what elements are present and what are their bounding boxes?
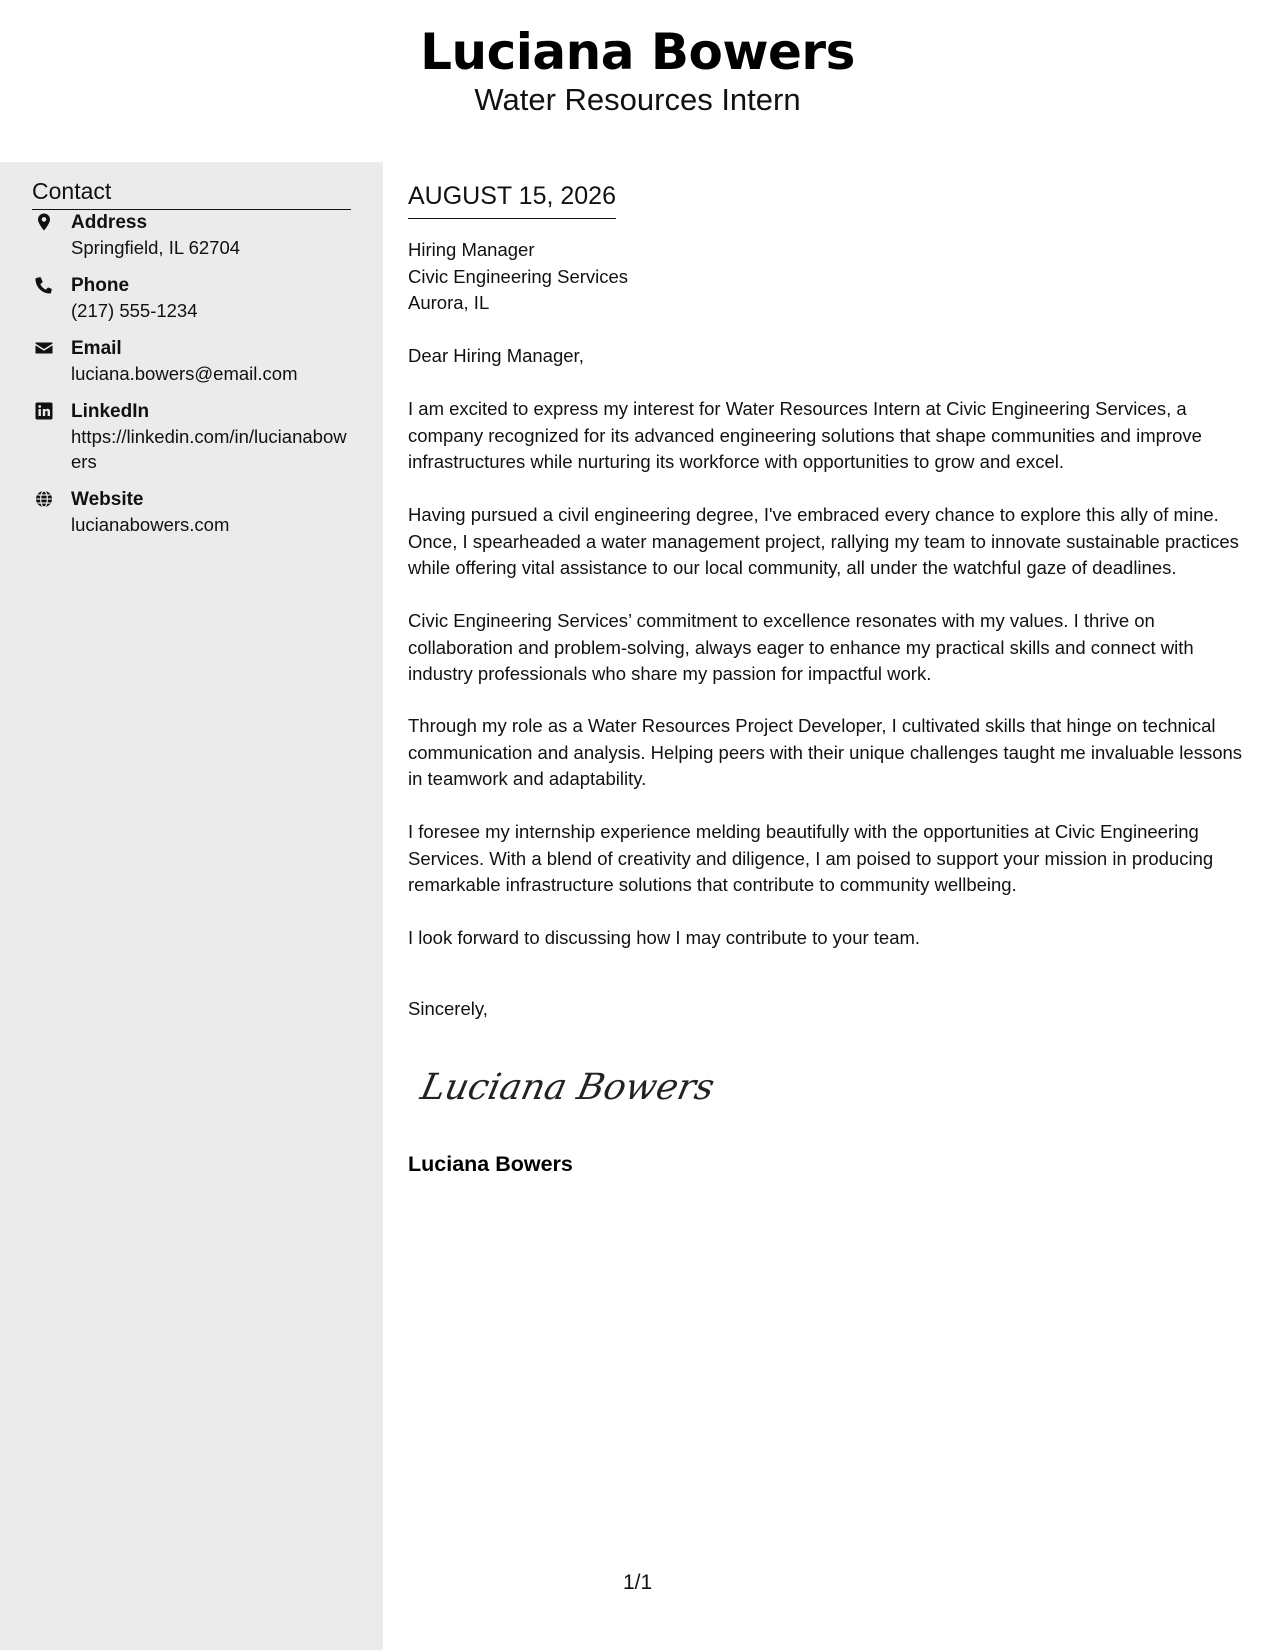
page-number: 1/1 — [623, 1571, 653, 1594]
recipient-line: Aurora, IL — [408, 292, 490, 313]
website-value[interactable]: lucianabowers.com — [71, 514, 230, 535]
phone-value: (217) 555-1234 — [71, 300, 198, 321]
svg-text:Luciana Bowers: Luciana Bowers — [417, 1065, 719, 1108]
email-value: luciana.bowers@email.com — [71, 363, 298, 384]
letter-date: AUGUST 15, 2026 — [408, 180, 616, 219]
body-paragraph: Having pursued a civil engineering degree, I've embraced every chance to explore this ally of mine. Once, I spearheaded a water management project, rallying my team to innovate sustainable practices while offering vital assistance to our local community, all under the watchful gaze of deadlines. — [408, 504, 1239, 578]
linkedin-icon — [34, 401, 54, 421]
signer-name: Luciana Bowers — [408, 1152, 573, 1176]
linkedin-value[interactable]: https://linkedin.com/in/lucianabowers — [71, 426, 347, 472]
applicant-name: Luciana Bowers — [420, 23, 855, 81]
map-pin-icon — [34, 212, 54, 232]
recipient-line: Civic Engineering Services — [408, 265, 629, 287]
body-paragraph: I foresee my internship experience melding beautifully with the opportunities at Civic Engineering Services. With a blend of creativity and diligence, I am poised to support your mission in producing remarkable infrastructure solutions that contribute to community wellbeing. — [408, 821, 1214, 895]
closing: Sincerely, — [408, 998, 488, 1019]
envelope-icon — [34, 338, 54, 358]
recipient-line: Hiring Manager — [408, 239, 535, 260]
body-paragraph: I look forward to discussing how I may contribute to your team. — [408, 927, 921, 948]
applicant-title: Water Resources Intern — [474, 82, 801, 117]
globe-icon — [34, 489, 54, 509]
contact-heading: Contact — [32, 176, 351, 210]
salutation: Dear Hiring Manager, — [408, 345, 584, 366]
body-paragraph: Through my role as a Water Resources Project Developer, I cultivated skills that hinge on technical communication and analysis. Helping peers with their unique challenges taught me invaluable lessons in teamwork and adaptability. — [408, 715, 1243, 789]
body-paragraph: Civic Engineering Services’ commitment to excellence resonates with my values. I thrive on collaboration and problem-solving, always eager to enhance my practical skills and connect with industry professionals who share my passion for impactful work. — [408, 610, 1194, 684]
body-paragraph: I am excited to express my interest for Water Resources Intern at Civic Engineering Services, a company recognized for its advanced engineering solutions that shape communities and improve infrastructures while nurturing its workforce with opportunities to grow and excel. — [408, 398, 1202, 472]
address-label: Address — [71, 212, 148, 233]
recipient-block — [408, 237, 628, 317]
website-label: Website — [71, 489, 144, 510]
address-value: Springfield, IL 62704 — [71, 237, 241, 258]
phone-label: Phone — [71, 275, 130, 296]
letter-header — [0, 0, 1275, 162]
phone-icon — [34, 275, 54, 295]
signature-image — [416, 1057, 719, 1117]
linkedin-label: LinkedIn — [71, 401, 150, 422]
email-label: Email — [71, 338, 122, 359]
contact-sidebar — [0, 162, 383, 1650]
